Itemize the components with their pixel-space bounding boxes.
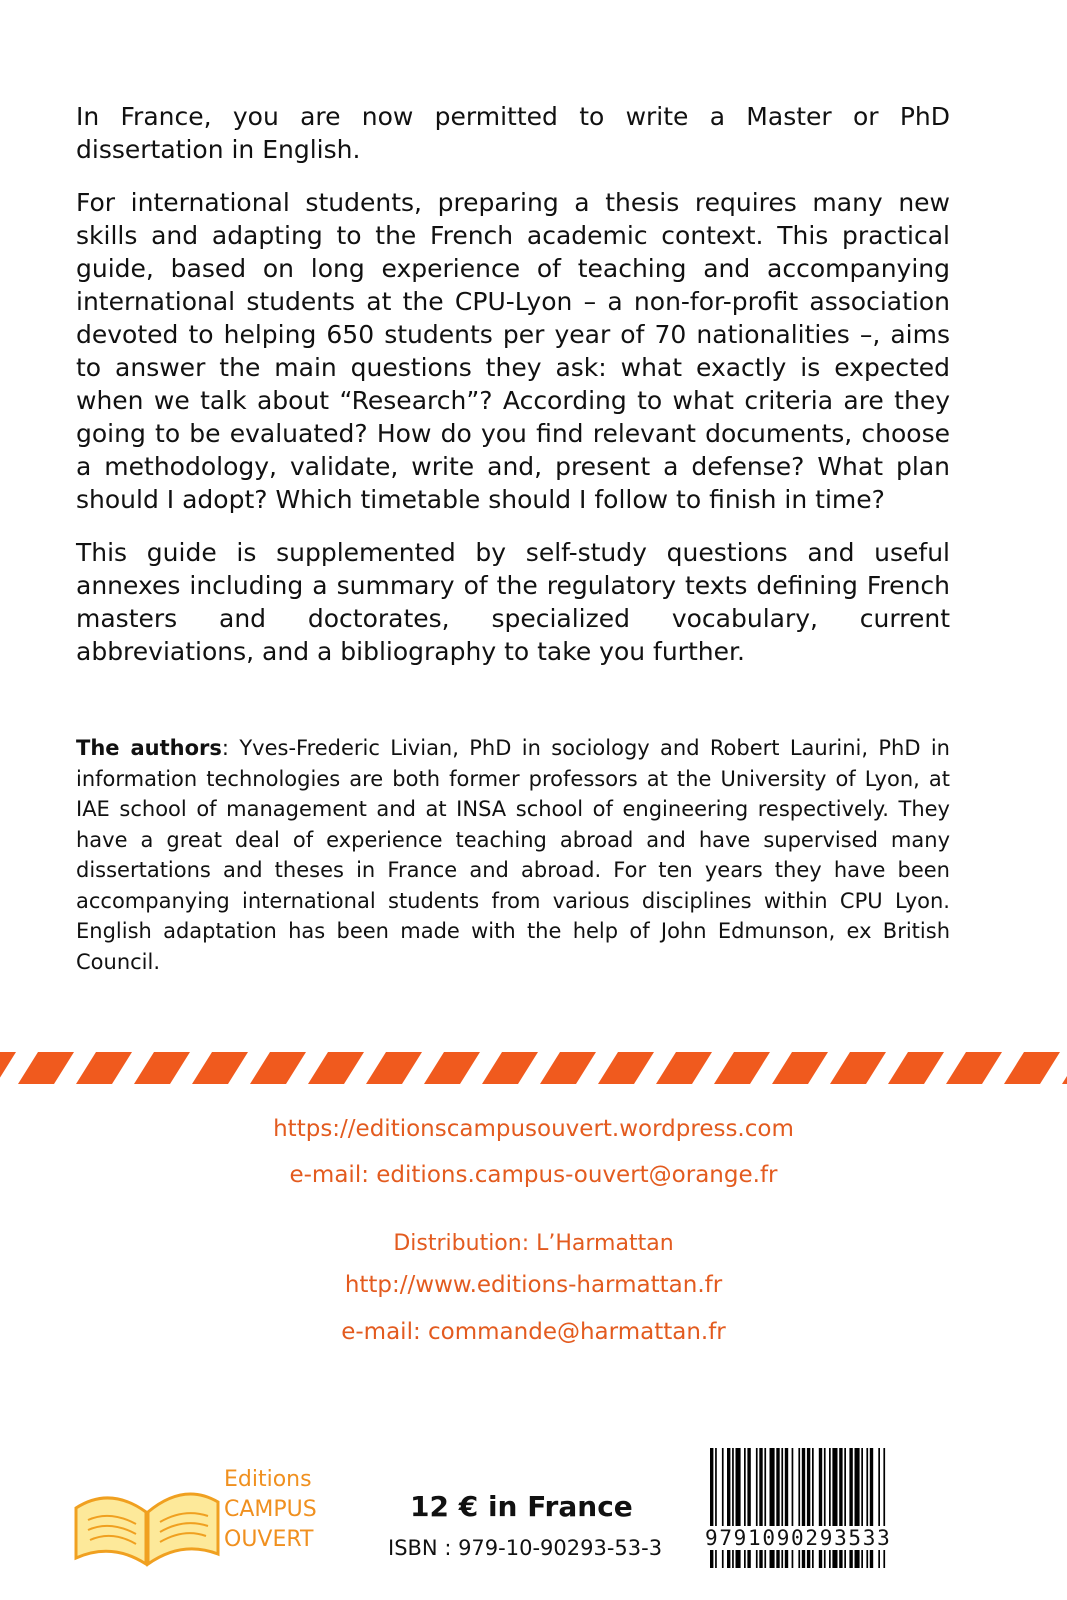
barcode-digits: 9791090293533 <box>705 1526 947 1550</box>
website-link[interactable]: https://editionscampusouvert.wordpress.com <box>273 1116 794 1142</box>
hazard-stripe <box>598 1052 654 1084</box>
open-book-logo-icon <box>72 1468 222 1568</box>
barcode-bar <box>849 1448 852 1568</box>
barcode-bar <box>792 1448 794 1568</box>
hazard-stripe <box>250 1052 306 1084</box>
barcode-bar <box>883 1448 885 1568</box>
barcode-bar <box>764 1448 766 1568</box>
barcode-bar <box>710 1448 713 1568</box>
barcode-bar <box>785 1448 788 1568</box>
barcode-bar <box>759 1448 762 1568</box>
barcode-bar <box>832 1448 837 1568</box>
publisher-line-ouvert: OUVERT <box>224 1527 314 1552</box>
hazard-stripe <box>714 1052 770 1084</box>
barcode-bar <box>744 1448 746 1568</box>
barcode-bar <box>824 1448 826 1568</box>
hazard-stripe <box>308 1052 364 1084</box>
authors-label: The authors <box>76 736 222 760</box>
distributor-email-link[interactable]: e-mail: commande@harmattan.fr <box>341 1319 726 1345</box>
hazard-stripe <box>424 1052 480 1084</box>
hazard-stripe <box>540 1052 596 1084</box>
barcode-bar <box>807 1448 810 1568</box>
publisher-line-editions: Editions <box>224 1467 312 1492</box>
hazard-stripe <box>1062 1052 1067 1084</box>
barcode-bar <box>722 1448 724 1568</box>
barcode-icon <box>708 1448 948 1568</box>
barcode-bar <box>732 1448 734 1568</box>
barcode-bar <box>812 1448 814 1568</box>
barcode-bar <box>819 1448 822 1568</box>
blurb-paragraph-1: In France, you are now permitted to write a Master or PhD dissertation in English. <box>76 102 950 164</box>
barcode-bar <box>866 1448 868 1568</box>
barcode-bar <box>829 1448 831 1568</box>
hazard-stripe <box>366 1052 422 1084</box>
authors-bio <box>76 733 950 977</box>
barcode-bar <box>802 1448 805 1568</box>
barcode-bar <box>770 1448 775 1568</box>
barcode-bar <box>839 1448 842 1568</box>
hazard-stripe <box>1004 1052 1060 1084</box>
distributor-website-link[interactable]: http://www.editions-harmattan.fr <box>344 1272 723 1298</box>
barcode-bar <box>776 1448 779 1568</box>
barcode-bar <box>715 1448 717 1568</box>
hazard-stripe <box>18 1052 74 1084</box>
hazard-stripe-band <box>0 1052 1067 1084</box>
barcode-bar <box>861 1448 863 1568</box>
distribution-text: Distribution: L’Harmattan <box>393 1231 674 1256</box>
barcode-bar <box>756 1448 758 1568</box>
hazard-stripe <box>772 1052 828 1084</box>
authors-text: : Yves-Frederic Livian, PhD in sociology and Robert Laurini, PhD in information technologies are both former professors at the University of Lyon, at IAE school of management and at INSA school of engineering respectively. They have a great deal of experience teaching abroad and have supervised many dissertations and theses in France and abroad. For ten years they have been accompanying international students from various disciplines within CPU Lyon. English adaptation has been made with the help of John Edmunson, ex British Council. <box>76 736 950 974</box>
barcode-bar <box>878 1448 880 1568</box>
hazard-stripe <box>192 1052 248 1084</box>
isbn-label: ISBN : 979-10-90293-53-3 <box>388 1536 663 1560</box>
hazard-stripe <box>0 1052 16 1084</box>
back-cover-blurb <box>76 100 950 688</box>
publisher-line-campus: CAMPUS <box>224 1497 317 1522</box>
email-link[interactable]: e-mail: editions.campus-ouvert@orange.fr <box>289 1162 778 1188</box>
barcode-bar <box>798 1448 800 1568</box>
hazard-stripe <box>76 1052 132 1084</box>
blurb-paragraph-2: For international students, preparing a thesis requires many new skills and adapting to the French academic context. This practical guide, based on long experience of teaching and accompanying international students at the CPU-Lyon – a non-for-profit association devoted to helping 650 students per year of 70 nationalities –, aims to answer the main questions they ask: what exactly is expected when we talk about “Research”? According to what criteria are they going to be evaluated? How do you find relevant documents, choose a methodology, validate, write and, present a defense? What plan should I adopt? Which timetable should I follow to finish in time? <box>76 188 950 514</box>
hazard-stripe <box>946 1052 1002 1084</box>
barcode-bar <box>727 1448 730 1568</box>
hazard-stripe <box>888 1052 944 1084</box>
hazard-stripe <box>830 1052 886 1084</box>
barcode-bar <box>781 1448 783 1568</box>
publisher-logo-text <box>224 1465 317 1555</box>
hazard-stripe <box>482 1052 538 1084</box>
barcode-bar <box>747 1448 750 1568</box>
barcode-bar <box>736 1448 741 1568</box>
barcode-bar <box>855 1448 860 1568</box>
hazard-stripe <box>134 1052 190 1084</box>
barcode-bar <box>844 1448 846 1568</box>
price-label: 12 € in France <box>410 1490 633 1523</box>
barcode-bar <box>870 1448 873 1568</box>
blurb-paragraph-3: This guide is supplemented by self-study questions and useful annexes including a summary of the regulatory texts defining French masters and doctorates, specialized vocabulary, current abbreviations, and a bibliography to take you further. <box>76 538 950 666</box>
hazard-stripe <box>656 1052 712 1084</box>
